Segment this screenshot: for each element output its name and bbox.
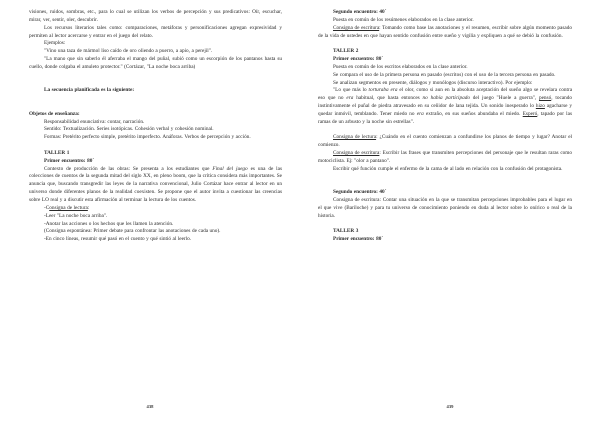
paragraph: Responsabilidad enunciativa: contar, narración. — [44, 118, 145, 125]
paragraph: Ejemplos: — [44, 40, 66, 47]
italic-verb: era — [346, 95, 354, 102]
paragraph: Puesta en común de los escritos elaborados en la clase anterior. — [333, 63, 468, 70]
underlined-verb: Esperó — [522, 110, 538, 117]
underlined-verb: pensó — [538, 95, 552, 102]
paragraph — [318, 134, 572, 150]
text-run: : Tomando como base las anotaciones y el resumen, escribir sobre algún momento pasado de la vida de ustedes en que hayan sentido confusión entre sueño y vigilia y expliquen a qué se debió la confusión. — [318, 24, 572, 39]
session-title: Primer encuentro: 80´ — [333, 56, 384, 63]
quoted-passage — [318, 87, 572, 126]
text-run: habitual, que hasta entonces — [356, 95, 420, 102]
workshop-title: TALLER 1 — [44, 149, 70, 156]
paragraph: visiones, ruidos, sombras, etc., para lo cual se utilizan los verbos de percepción y sus predicativos: Oír, escuchar, mirar, ver, sentir, oler, descubrir. — [29, 9, 282, 23]
underlined-label: Consigna de escritura — [333, 24, 380, 31]
text-run: : — [87, 204, 90, 211]
italic-verb: no había participado — [422, 95, 470, 102]
text-run: el olor, como si aun en la absoluta aceptación del sueño algo se revelara contra eso que no — [318, 87, 573, 102]
paragraph: Formas: Pretérito perfecto simple, pretérito imperfecto. Anáforas. Verbos de percepción y acción. — [44, 134, 251, 141]
session-title: Segundo encuentro: 40´ — [333, 189, 387, 196]
underlined-label: Consigna de escritura — [333, 150, 380, 157]
text-run: agacharse y quedar inmóvil, temblando. Tener miedo no — [318, 103, 572, 117]
session-title: Primer encuentro: 80´ — [333, 236, 384, 243]
paragraph: Escribir qué función cumple el enfermo de la cama de al lado en relación con la confusión del protagonista. — [333, 165, 563, 172]
text-run: : ¿Cuándo en el cuento comienzan a confundirse los planos de tiempo y lugar? Anotar el comienzo. — [318, 134, 572, 149]
session-title: Primer encuentro: 80´ — [44, 157, 95, 164]
section-heading: La secuencia planificada es la siguiente: — [44, 87, 135, 94]
paragraph — [29, 205, 282, 213]
book-title: Final del juego — [212, 165, 248, 172]
paragraph: Sentido: Textualización. Series isotópicas. Cohesión verbal y cohesión nominal. — [44, 126, 214, 133]
text-run: : Escribir las frases que transmiten percepciones del personaje que le resultan raras como motociclista. Ej: "olor a pantano". — [318, 150, 572, 164]
underlined-label: Consigna de lectura — [333, 134, 377, 141]
paragraph: Los recursos literarios tales como: comparaciones, metáforas y personificaciones agregan expresividad y permiten al lector acercarse y entrar en el juego del relato. — [29, 24, 282, 39]
text-run: -C — [44, 204, 50, 211]
paragraph: "Vino una taza de mármol liso caído de oro oliendo a puerro, a apio, a perejil". — [44, 48, 213, 55]
section-heading: Objetos de enseñanza: — [29, 110, 80, 117]
paragraph: -Leer "La noche boca arriba". — [44, 212, 108, 219]
paragraph — [318, 150, 572, 166]
paragraph: Consigna de escritura: Contar una situación en la que se transmitan percepciones improbables para el lugar en el que vive (Bariloche) y para tu universo de conocimiento poniendo en duda al lector sobre lo onírico o real de la historia. — [318, 197, 572, 219]
page-number: 439 — [446, 404, 454, 409]
underlined-verb: hizo — [535, 103, 545, 110]
underlined-label: onsigna de lectura — [49, 204, 88, 211]
paragraph: Se analizan segmentos en presente, diálogos y monólogos (discurso interactivo). Por ejemplo: — [333, 79, 533, 86]
paragraph: "La mano que sin saberlo él aferraba el mango del puñal, subió como un escorpión de los pantanos hasta su cuello, donde colgaba el amuleto protector." (Cortázar, "La noche boca arriba) — [29, 56, 282, 70]
italic-verb: torturaba era — [368, 87, 398, 94]
italic-verb: era — [416, 110, 424, 117]
right-page — [300, 0, 600, 424]
workshop-title: TALLER 3 — [333, 228, 359, 235]
paragraph — [318, 25, 572, 41]
text-run: del juego "Huele a guerra", — [472, 95, 537, 102]
paragraph: Se compara el uso de la primera persona en pasado (escritos) con el uso de la tercera persona en pasado. — [333, 71, 556, 78]
paragraph: -Anotar las acciones o los hechos que les llamen la atención. — [44, 220, 174, 227]
text-run: extraño, en sus sueños abundaba el miedo. — [425, 110, 521, 117]
paragraph — [29, 166, 282, 205]
text-run: , tapado por las ramas de un arbusto y la noche sin estrellas". — [318, 110, 573, 125]
paragraph: -En cinco líneas, resumir qué pasó en el cuento y qué sintió al leerlo. — [44, 236, 192, 243]
text-run: "Lo que más lo — [333, 87, 367, 94]
page-number: 438 — [146, 404, 154, 409]
paragraph: Puesta en común de los resúmenes elaborados en la clase anterior. — [333, 16, 474, 23]
paragraph: (Consigna espontánea: Primer debate para confrontar las anotaciones de cada uno). — [44, 228, 221, 235]
text-run: Contexto de producción de las obras: Se presenta a los estudiantes que — [44, 165, 210, 172]
session-title: Segundo encuentro: 40´ — [333, 9, 387, 15]
text-run: es una de las colecciones de cuentos de la segunda mitad del siglo XX, en pleno boom, que la crítica considera más importantes. Se anuncia que, buscando transgredir las leyes de la narrativa convencional, Julio Cortázar hace entrar al lector en un universo donde diferentes planos de la realidad coexisten. Se propone que el autor invita a cuestionar las creencias sobre LO real y a discutir esta afirmación al terminar la lectura de los cuentos. — [29, 165, 283, 204]
workshop-title: TALLER 2 — [333, 48, 359, 55]
text-run: , tocando instintivamente el puñal de piedra atravesado en su ceñidor de lana tejida. Un sonido inesperado lo — [318, 95, 572, 110]
